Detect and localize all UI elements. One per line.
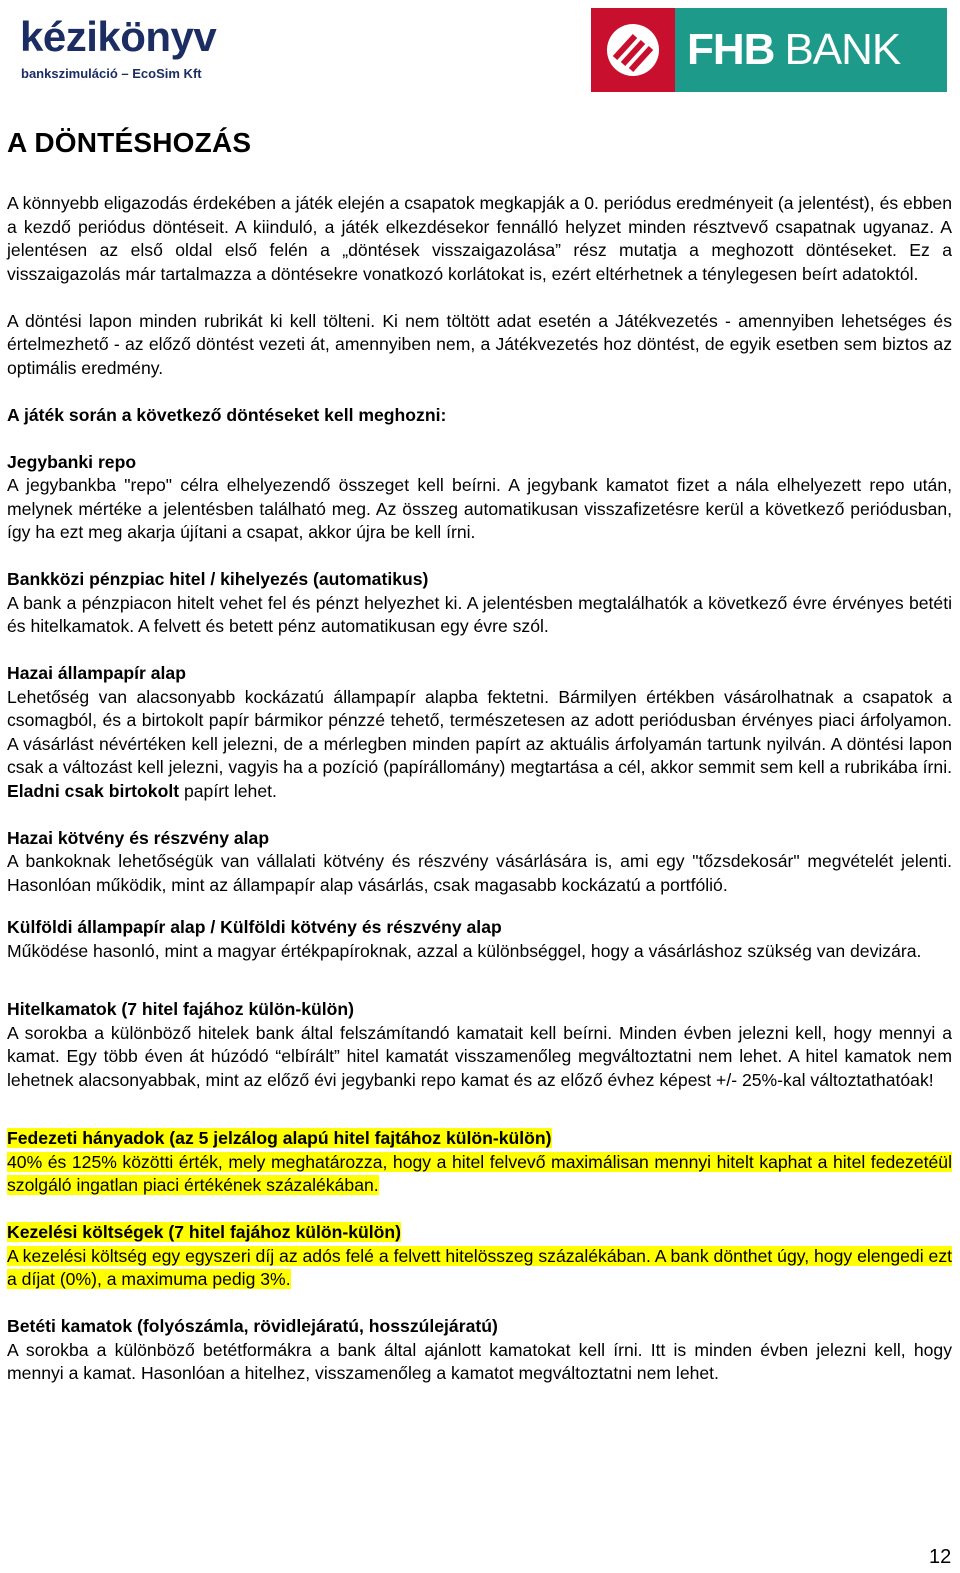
fees-body-highlight: A kezelési költség egy egyszeri díj az adós felé a felvett hitelösszeg százalékában. A bank dönthet úgy, hogy elengedi ezt a díjat (0%), a maximuma pedig 3%. [7,1245,952,1289]
govbond-text-1: Lehetőség van alacsonyabb kockázatú állampapír alapba fektetni. Bármilyen értékben vásárolhatnak a csapatok a csomagból, és a birtokolt papír bármikor pénzzé tehető, természetesen az adott periódusban érvényes piaci árfolyamon. A vásárlást névértéken kell jelezni, de a mérlegben minden papírt az aktuális árfolyamán tartunk nyilván. A döntési lapon csak a változást kell jelezni, vagyis ha a pozíció (papírállomány) megtartása a cél, akkor semmit sem kell a rubrikába írni. [7,686,952,777]
manual-title: kézikönyv [20,13,217,60]
section-body-foreign: Működése hasonló, mint a magyar értékpapíroknak, azzal a különbséggel, hogy a vásárláshoz szükség van devizára. [7,940,922,961]
section-title-govbond: Hazai állampapír alap [7,663,186,683]
section-title-loanrates: Hitelkamatok (7 hitel fajához külön-külön) [7,999,355,1019]
section-title-fees [7,1221,952,1245]
section-title-coverage [7,1127,952,1151]
section-title-foreign: Külföldi állampapír alap / Külföldi kötvény és részvény alap [7,917,502,937]
section-body-fees [7,1245,952,1292]
intro-paragraph-1: A könnyebb eligazodás érdekében a játék elején a csapatok megkapják a 0. periódus eredményeit (a jelentést), és ebben a kezdő periódus döntéseit. A kiinduló, a játék elkezdésekor fennálló helyzet minden résztvevő csapatnak ugyanaz. A jelentésen az első oldal első felén a „döntések visszaigazolása” rész mutatja a meghozott döntéseket. Ez a visszaigazolás már tartalmazza a döntésekre vonatkozó korlátokat is, ezért eltérhetnek a ténylegesen beírt adatoktól. [7,193,952,284]
page-number: 12 [929,1546,952,1568]
section-body-govbond [7,686,952,804]
manual-subtitle: bankszimuláció – EcoSim Kft [21,66,202,81]
logo-fhb: FHB [687,25,775,74]
document-body [7,126,952,1386]
govbond-bold-text: Eladni csak birtokolt [7,780,180,801]
section-body-deposits: A sorokba a különböző betétformákra a bank által ajánlott kamatokat kell írni. Itt is minden évben jelezni kell, hogy mennyi a kamat. Hasonlóan a hitelhez, visszamenőleg a kamatot megváltoztatni nem lehet. [7,1339,952,1383]
section-body-corpbond: A bankoknak lehetőségük van vállalati kötvény és részvény vásárlására is, ami egy "tőzsdekosár" megvételét jelenti. Hasonlóan működik, mint az állampapír alap vásárlás, csak magasabb kockázatú a portfólió. [7,851,952,895]
coverage-body-highlight: 40% és 125% közötti érték, mely meghatározza, hogy a hitel felvevő maximálisan mennyi hitelt kaphat a hitel fedezetéül szolgáló ingatlan piaci értékének százalékában. [7,1151,952,1195]
coverage-title-highlight: Fedezeti hányadok (az 5 jelzálog alapú hitel fajtához külön-külön) [7,1128,552,1148]
section-body-repo: A jegybankba "repo" célra elhelyezendő összeget kell beírni. A jegybank kamatot fizet a nála elhelyezett repo után, melynek mértéke a jelentésben található meg. Az összeg automatikusan visszafizetésre kerül a következő periódusban, így ha ezt meg akarja újítani a csapat, akkor újra be kell írni. [7,475,952,542]
section-title-repo: Jegybanki repo [7,451,137,472]
section-body-interbank: A bank a pénzpiacon hitelt vehet fel és pénzt helyezhet ki. A jelentésben megtalálhatók a következő évre érvényes betéti és hitelkamatok. A felvett és betett pénz automatikusan egy évre szól. [7,592,952,636]
fhb-logo-mark-icon [591,8,675,92]
fhb-bank-logo [591,8,947,92]
govbond-text-2: papírt lehet. [179,780,277,801]
section-body-coverage [7,1151,952,1198]
section-title-deposits: Betéti kamatok (folyószámla, rövidlejáratú, hosszúlejáratú) [7,1316,498,1336]
decisions-heading: A játék során a következő döntéseket kell meghozni: [7,404,447,425]
section-title-interbank: Bankközi pénzpiac hitel / kihelyezés (automatikus) [7,569,429,589]
page-heading: A DÖNTÉSHOZÁS [7,127,252,158]
section-title-corpbond: Hazai kötvény és részvény alap [7,827,270,848]
intro-paragraph-2: A döntési lapon minden rubrikát ki kell tölteni. Ki nem töltött adat esetén a Játékvezetés - amennyiben lehetséges és értelmezhető - az előző döntést vezeti át, amennyiben nem, a Játékvezetés hoz döntést, de egyik esetben sem biztos az optimális eredmény. [7,310,952,378]
fees-title-highlight: Kezelési költségek (7 hitel fajához külön-külön) [7,1222,401,1242]
section-body-loanrates: A sorokba a különböző hitelek bank által felszámítandó kamatait kell beírni. Minden évben jelezni kell, hogy mennyi a kamat. Egy több éven át húzódó “elbírált” hitel kamatát visszamenőleg megváltoztatni nem lehet. A hitel kamatok nem lehetnek alacsonyabbak, mint az előző évi jegybanki repo kamat és az előző évhez képest +/- 25%-kal változtathatóak! [7,1022,952,1090]
logo-bank: BANK [784,25,901,74]
fhb-logo-text [675,8,947,92]
page-header [0,0,960,100]
